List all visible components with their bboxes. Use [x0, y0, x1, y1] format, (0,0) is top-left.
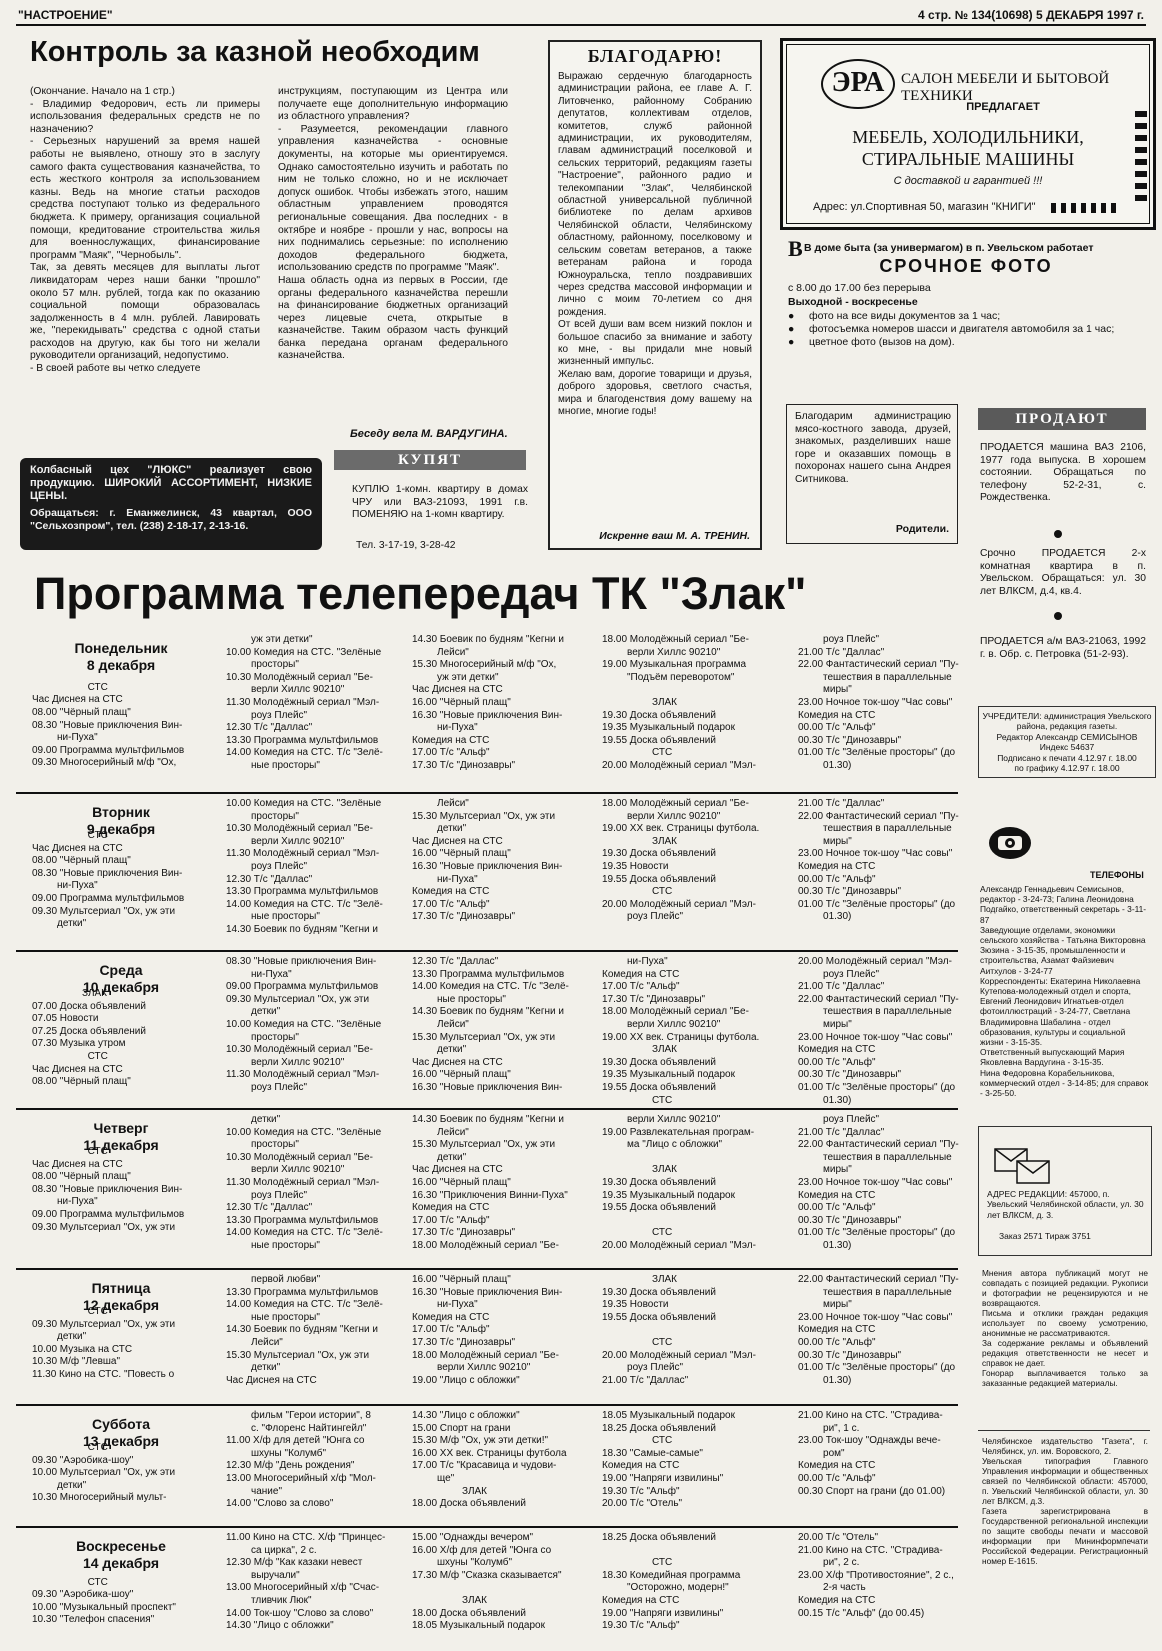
tv-day-date: 11 декабря: [83, 1137, 159, 1153]
buy-rubric: КУПЯТ: [334, 450, 526, 470]
tv-day-row: [16, 792, 958, 952]
era-offers: ПРЕДЛАГАЕТ: [966, 101, 1040, 113]
tv-day-row: [16, 950, 958, 1110]
tv-listing-column: СТС 09.30 Мультсериал "Ох, уж эти детки" 10.00 Музыка на СТС 10.30 М/ф "Левша" 11.30 Кино на СТС. "Повесть о: [32, 1306, 176, 1380]
bullet-dot: [1054, 530, 1062, 538]
imprint-phones-title: ТЕЛЕФОНЫ: [1090, 870, 1144, 880]
tv-title: Программа телепередач ТК "Злак": [34, 568, 807, 619]
tv-day-row: [16, 1268, 958, 1406]
thanks-signature: Искренне ваш М. А. ТРЕНИН.: [599, 530, 750, 542]
era-salon: САЛОН МЕБЕЛИ И БЫТОВОЙ ТЕХНИКИ: [901, 71, 1110, 104]
tv-listing-column: СТС 09.30 "Аэробика-шоу" 10.00 "Музыкальный проспект" 10.30 "Телефон спасения": [32, 1576, 176, 1626]
thanks-body: Выражаю сердечную благодарность администрации района, ее главе А. Г. Литовченко, районному Собранию депутатов, коллективам отделов, комитетов, служб районной администрации, их руководителям, главам администраций поселковой и сельских территорий, редакциям газеты "Настроение", районного радио и телекомпании "Злак", Челябинской областной универсальной публичной библиотеке по делам архивов Челябинской области, Челябинскому областному, районному, поселковому и сельским советам ветеранов, а также ветеранам района и города Южноуральска, тепло поздравивших через средства массовой информации и лично с моим 70-летием со дня рождения. От всей души вам всем низкий поклон и большое спасибо за внимание и заботу ко мне, - вы придали мне новый жизненный импульс. Желаю вам, дорогие товарищи и друзья, доброго здоровья, светлого счастья, мира и благоденствия дому вашему на многие, многие годы!: [558, 71, 752, 417]
era-delivery: С доставкой и гарантией !!!: [893, 175, 1043, 187]
tv-day-date: 8 декабря: [86, 657, 156, 673]
tv-listing-column: 21.00 Т/с "Даллас" 22.00 Фантастический сериал "Пу- тешествия в параллельные миры" 23.00 Ночное ток-шоу "Час совы" Комедия на СТС 00.00 Т/с "Альф" 00.30 Т/с "Динозавры" 01.00 Т/с "Зелёные просторы" (до 01.30): [798, 798, 959, 923]
tv-listing-column: 14.30 "Лицо с обложки" 15.00 Спорт на грани 15.30 М/ф "Ох, уж эти детки!" 16.00 XX век. Страницы футбола 17.00 Т/с "Красавица и чудови- ще" ЗЛАК 18.00 Доска объявлений: [412, 1410, 567, 1510]
sausage-contact: Обращаться: г. Еманжелинск, 43 квартал, ООО "Сельхозпром", тел. (238) 2-18-17, 2-13-16.: [30, 507, 312, 532]
section-name: "НАСТРОЕНИЕ": [18, 8, 113, 22]
era-goods-1: МЕБЕЛЬ, ХОЛОДИЛЬНИКИ,: [852, 127, 1084, 147]
imprint-address: АДРЕС РЕДАКЦИИ: 457000, п. Увельский Челябинской области, ул. 30 лет ВЛКСМ, д. 3.: [987, 1189, 1144, 1220]
sausage-ad: [20, 458, 322, 550]
tv-listing-column: 18.25 Доска объявлений СТС 18.30 Комедийная программа "Осторожно, модерн!" Комедия на СТС 19.00 "Напряги извилины" 19.30 Т/с "Альф": [602, 1532, 741, 1632]
photo-initial: В: [788, 236, 803, 261]
tv-listing-column: СТС 09.30 "Аэробика-шоу" 10.00 Мультсериал "Ох, уж эти детки" 10.30 Многосерийный мульт-: [32, 1442, 176, 1504]
checker-strip: [1051, 203, 1121, 213]
tv-day-row: [16, 630, 958, 792]
tv-listing-column: первой любви" 13.30 Программа мультфильмов 14.00 Комедия на СТС. Т/с "Зелё- ные просторы" 14.30 Боевик по будням "Кегни и Лейси" 15.30 Мультсериал "Ох, уж эти детки" Час Диснея на СТС: [226, 1274, 383, 1386]
tv-listing-column: СТС Час Диснея на СТС 08.00 "Чёрный плащ" 08.30 "Новые приключения Вин- ни-Пуха" 09.00 Программа мультфильмов 09.30 Мультсериал "Ох, уж эти: [32, 1146, 185, 1233]
envelope-icon: [993, 1147, 1053, 1187]
photo-items: [788, 310, 1138, 349]
tv-listing-column: СТС Час Диснея на СТС 08.00 "Чёрный плащ" 08.30 "Новые приключения Вин- ни-Пуха" 09.00 Программа мультфильмов 09.30 Многосерийный м/ф "Ох,: [32, 681, 185, 769]
tv-listing-column: 14.30 Боевик по будням "Кегни и Лейси" 15.30 Мультсериал "Ох, уж эти детки" Час Диснея на СТС 16.00 "Чёрный плащ" 16.30 "Приключения Винни-Пуха" Комедия на СТС 17.00 Т/с "Альф" 17.30 Т/с "Динозавры" 18.00 Молодёжный сериал "Бе-: [412, 1114, 568, 1251]
tv-listing-column: ЗЛАК 19.30 Доска объявлений 19.35 Новости 19.55 Доска объявлений СТС 20.00 Молодёжный сериал "Мэл- роуз Плейс" 21.00 Т/с "Даллас": [602, 1274, 756, 1386]
article-title: Контроль за казной необходим: [30, 36, 480, 68]
imprint-printing: Челябинское издательство "Газета", г. Челябинск, ул. им. Воровского, 2. Увельская типография Главного Управления информации и общественных связей по Челябинской области: 457000, п. Увельский Челябинской области, ул. 30 лет ВЛКСМ, д.3. Газета зарегистрирована в Государственной региональной инспекции по защите свободы печати и массовой информации при Мининформпечати Российской Федерации. Регистрационный номер Е-1615.: [982, 1436, 1148, 1566]
photo-ad: [782, 236, 1150, 384]
imprint-address-box: [978, 1126, 1152, 1256]
tv-listing-column: 22.00 Фантастический сериал "Пу- тешествия в параллельные миры" 23.00 Ночное ток-шоу "Час совы" Комедия на СТС 00.00 Т/с "Альф" 00.30 Т/с "Динозавры" 01.00 Т/с "Зелёные просторы" (до 01.30): [798, 1274, 959, 1386]
sell-item-3: ПРОДАЕТСЯ а/м ВАЗ-21063, 1992 г. в. Обр. с. Петровка (51-2-93).: [980, 636, 1146, 660]
tv-day-name: Четверг: [93, 1120, 149, 1136]
tv-day-name: Среда: [99, 962, 143, 978]
photo-hours: с 8.00 до 17.00 без перерыва: [788, 282, 931, 294]
bullet-dot: [1054, 612, 1062, 620]
tv-day-name: Суббота: [91, 1416, 151, 1432]
tv-listing-column: 20.00 Молодёжный сериал "Мэл- роуз Плейс" 21.00 Т/с "Даллас" 22.00 Фантастический сериал "Пу- тешествия в параллельные миры" 23.00 Ночное ток-шоу "Час совы" Комедия на СТС 00.00 Т/с "Альф" 00.30 Т/с "Динозавры" 01.00 Т/с "Зелёные просторы" (до 01.30): [798, 956, 959, 1106]
page-header: [16, 6, 1146, 26]
photo-item: ● фотосъемка номеров шасси и двигателя автомобиля за 1 час;: [788, 323, 1115, 335]
tv-listing-column: 20.00 Т/с "Отель" 21.00 Кино на СТС. "Страдива- ри", 2 с. 23.00 Х/ф "Противостояние", 2 с., 2-я часть Комедия на СТС 00.15 Т/с "Альф" (до 00.45): [798, 1532, 954, 1619]
era-ad: [780, 38, 1156, 230]
tv-day-date: 13 декабря: [82, 1433, 160, 1449]
imprint-notes: Мнения автора публикаций могут не совпадать с позицией редакции. Рукописи и фотографии не рецензируются и не возвращаются. Письма и отклики граждан редакция использует по своему усмотрению, анонимные не рассматриваются. За содержание рекламы и объявлений редакция ответственности не несет и справок не дает. Гонорар выплачивается только за заказанные редакцией материалы.: [982, 1268, 1148, 1388]
imprint-founders: УЧРЕДИТЕЛИ: администрация Увельского района, редакция газеты. Редактор Александр СЕМИСЫНОВ Индекс 54637 Подписано к печати 4.12.97 г. 18.00 по графику 4.12.97 г. 18.00: [982, 711, 1152, 774]
buy-text: КУПЛЮ 1-комн. квартиру в домах ЧРУ или ВАЗ-21093, 1991 г.в. ПОМЕНЯЮ на 1-комн квартиру.: [352, 484, 528, 521]
tv-listing-column: 08.30 "Новые приключения Вин- ни-Пуха" 09.00 Программа мультфильмов 09.30 Мультсериал "Ох, уж эти детки" 10.00 Комедия на СТС. "Зелёные просторы" 10.30 Молодёжный сериал "Бе- верли Хиллс 90210" 11.30 Молодёжный сериал "Мэл- роуз Плейс": [226, 956, 382, 1093]
tv-day-name: Понедельник: [74, 640, 168, 656]
tv-day-row: [16, 1404, 958, 1528]
tv-listing-column: роуз Плейс" 21.00 Т/с "Даллас" 22.00 Фантастический сериал "Пу- тешествия в параллельные миры" 23.00 Ночное ток-шоу "Час совы" Комедия на СТС 00.00 Т/с "Альф" 00.30 Т/с "Динозавры" 01.00 Т/с "Зелёные просторы" (до 01.30): [798, 1114, 959, 1251]
tv-day-date: 10 декабря: [82, 979, 160, 995]
tv-day-row: [16, 1108, 958, 1270]
tv-day-row: [16, 1526, 958, 1648]
condolence-box: [786, 404, 958, 544]
tv-listing-column: 18.05 Музыкальный подарок 18.25 Доска объявлений СТС 18.30 "Самые-самые" Комедия на СТС 19.00 "Напряги извилины" 19.30 Т/с "Альф" 20.00 Т/с "Отель": [602, 1410, 735, 1510]
article-byline: Беседу вела М. ВАРДУГИНА.: [350, 428, 508, 440]
tv-listing-column: СТС Час Диснея на СТС 08.00 "Чёрный плащ" 08.30 "Новые приключения Вин- ни-Пуха" 09.00 Программа мультфильмов 09.30 Мультсериал "Ох, уж эти детки": [32, 830, 185, 930]
imprint-phones: Александр Геннадьевич Семисынов, редактор - 3-24-73; Галина Леонидовна Подгайко, ответственный секретарь - 3-11-87 Заведующие отделами, экономики сельского хозяйства - Татьяна Викторовна Зюзина - 3-15-35, промышленности и строительства, Азамат Файзиевич Аитхулов - 3-24-77 Корреспонденты: Екатерина Николаевна Кутепова-молодежный отдел и спорта, Евгений Леонидович Игнатьев-отдел фотоиллюстраций - 3-24-77, Светлана Владимировна Шабалина - отдел образования, культуры и социальной жизни - 3-15-35. Ответственный выпускающий Мария Яковлевна Вардугина - 3-15-35. Нина Федоровна Корабельникова, коммерческий отдел - 3-14-85; для справок - 3-25-50.: [980, 884, 1149, 1099]
era-logo: ЭРА: [821, 59, 895, 109]
photo-item: ● фото на все виды документов за 1 час;: [788, 310, 1001, 322]
tv-listing-column: 11.00 Кино на СТС. Х/ф "Принцес- са цирка", 2 с. 12.30 М/ф "Как казаки невест выручали" 13.00 Многосерийный х/ф "Счас- тливчик Люк" 14.00 Ток-шоу "Слово за слово" 14.30 "Лицо с обложки": [226, 1532, 386, 1632]
sell-item-1: ПРОДАЕТСЯ машина ВАЗ 2106, 1977 года выпуска. В хорошем состоянии. Обращаться по телефону 52-2-31, с. Рождественка.: [980, 442, 1146, 504]
era-address: Адрес: ул.Спортивная 50, магазин "КНИГИ": [813, 201, 1036, 213]
issue-info: 4 стр. № 134(10698) 5 ДЕКАБРЯ 1997 г.: [918, 8, 1144, 22]
tv-listing-column: верли Хиллс 90210" 19.00 Развлекательная програм- ма "Лицо с обложки" ЗЛАК 19.30 Доска объявлений 19.35 Музыкальный подарок 19.55 Доска объявлений СТС 20.00 Молодёжный сериал "Мэл-: [602, 1114, 756, 1251]
era-goods-2: СТИРАЛЬНЫЕ МАШИНЫ: [861, 149, 1075, 169]
article-col-2: инструкциям, поступающим из Центра или получаете еще дополнительную информацию из областного управления? - Разумеется, рекомендации главного управления казначейства - основные документы, на которые мы ориентируемся. Однако самостоятельно изучить и работать по ним не только сложно, но и не исключает допуск ошибок. Чтобы избежать этого, нашим областным управлением проводятся региональные совещания. Два последних - в октябре и ноябре - прошли у нас, вопросы на них поднимались серьезные: по исполнению доходов федерального бюджета, использованию средств по программе "Маяк". Наша область одна из первых в России, где органы федерального казначейства перешли на финансирование бюджетных организаций через лицевые счета, открытые в казначействе. Таким образом часть функций банка передана органам федерального казначейства.: [278, 86, 508, 362]
tv-day-name: Вторник: [92, 804, 150, 820]
thanks-title: БЛАГОДАРЮ!: [587, 46, 723, 66]
tv-listing-column: фильм "Герои истории", 8 с. "Флоренс Найтингейл" 11.00 Х/ф для детей "Юнга со шхуны "Колумб" 12.30 М/ф "День рождения" 13.00 Многосерийный х/ф "Мол- чание" 14.00 "Слово за слово": [226, 1410, 376, 1510]
tv-day-date: 14 декабря: [82, 1555, 160, 1571]
photo-intro: В доме быта (за универмагом) в п. Увельском работает: [804, 242, 1094, 254]
tv-listing-column: Лейси" 15.30 Мультсериал "Ох, уж эти детки" Час Диснея на СТС 16.00 "Чёрный плащ" 16.30 "Новые приключения Вин- ни-Пуха" Комедия на СТС 17.00 Т/с "Альф" 17.30 Т/с "Динозавры": [412, 798, 563, 923]
tv-listing-column: ЗЛАК 07.00 Доска объявлений 07.05 Новости 07.25 Доска объявлений 07.30 Музыка утром СТС Час Диснея на СТС 08.00 "Чёрный плащ": [32, 988, 146, 1088]
tv-listing-column: уж эти детки" 10.00 Комедия на СТС. "Зелёные просторы" 10.30 Молодёжный сериал "Бе- верли Хиллс 90210" 11.30 Молодёжный сериал "Мэл- роуз Плейс" 12.30 Т/с "Даллас" 13.30 Программа мультфильмов 14.00 Комедия на СТС. Т/с "Зелё- ные просторы": [226, 634, 383, 771]
condolence-signature: Родители.: [895, 523, 949, 535]
sausage-text: Колбасный цех "ЛЮКС" реализует свою продукцию. ШИРОКИЙ АССОРТИМЕНТ, НИЗКИЕ ЦЕНЫ.: [30, 464, 312, 502]
photo-dayoff: Выходной - воскресенье: [788, 296, 918, 308]
tv-day-date: 9 декабря: [86, 821, 156, 837]
thanks-box: [548, 40, 762, 550]
imprint-founders-box: [978, 706, 1156, 778]
tv-listing-column: 18.00 Молодёжный сериал "Бе- верли Хиллс 90210" 19.00 Музыкальная программа "Подъём переворотом" ЗЛАК 19.30 Доска объявлений 19.35 Музыкальный подарок 19.55 Доска объявлений СТС 20.00 Молодёжный сериал "Мэл-: [602, 634, 756, 771]
buy-phones: Тел. 3-17-19, 3-28-42: [356, 540, 456, 551]
tv-listing-column: 14.30 Боевик по будням "Кегни и Лейси" 15.30 Многосерийный м/ф "Ох, уж эти детки" Час Диснея на СТС 16.00 "Чёрный плащ" 16.30 "Новые приключения Вин- ни-Пуха" Комедия на СТС 17.00 Т/с "Альф" 17.30 Т/с "Динозавры": [412, 634, 564, 771]
tv-listing-column: роуз Плейс" 21.00 Т/с "Даллас" 22.00 Фантастический сериал "Пу- тешествия в параллельные миры" 23.00 Ночное ток-шоу "Час совы" Комедия на СТС 00.00 Т/с "Альф" 00.30 Т/с "Динозавры" 01.00 Т/с "Зелёные просторы" (до 01.30): [798, 634, 959, 771]
tv-listing-column: 12.30 Т/с "Даллас" 13.30 Программа мультфильмов 14.00 Комедия на СТС. Т/с "Зелё- ные просторы" 14.30 Боевик по будням "Кегни и Лейси" 15.30 Мультсериал "Ох, уж эти детки" Час Диснея на СТС 16.00 "Чёрный плащ" 16.30 "Новые приключения Вин-: [412, 956, 569, 1093]
photo-title: СРОЧНОЕ ФОТО: [879, 256, 1053, 276]
photo-item: ● цветное фото (вызов на дом).: [788, 336, 955, 348]
tv-listing-column: детки" 10.00 Комедия на СТС. "Зелёные просторы" 10.30 Молодёжный сериал "Бе- верли Хиллс 90210" 11.30 Молодёжный сериал "Мэл- роуз Плейс" 12.30 Т/с "Даллас" 13.30 Программа мультфильмов 14.00 Комедия на СТС. Т/с "Зелё- ные просторы": [226, 1114, 383, 1251]
tv-day-name: Воскресенье: [76, 1538, 166, 1554]
sell-rubric: ПРОДАЮТ: [978, 408, 1146, 430]
sell-item-2: Срочно ПРОДАЕТСЯ 2-х комнатная квартира в п. Увельском. Обращаться: ул. 30 лет ВЛКСМ, д.4, кв.4.: [980, 548, 1146, 597]
tv-day-date: 12 декабря: [82, 1297, 160, 1313]
tv-listing-column: ни-Пуха" Комедия на СТС 17.00 Т/с "Альф" 17.30 Т/с "Динозавры" 18.00 Молодёжный сериал "Бе- верли Хиллс 90210" 19.00 XX век. Страницы футбола. ЗЛАК 19.30 Доска объявлений 19.35 Музыкальный подарок 19.55 Доска объявлений СТС: [602, 956, 760, 1106]
tv-listing-column: 21.00 Кино на СТС. "Страдива- ри", 1 с. 23.00 Ток-шоу "Однажды вече- ром" Комедия на СТС 00.00 Т/с "Альф" 00.30 Спорт на грани (до 01.00): [798, 1410, 946, 1497]
tv-listing-column: 15.00 "Однажды вечером" 16.00 Х/ф для детей "Юнга со шхуны "Колумб" 17.30 М/ф "Сказка сказывается" ЗЛАК 18.00 Доска объявлений 18.05 Музыкальный подарок: [412, 1532, 562, 1632]
tv-listing-column: 16.00 "Чёрный плащ" 16.30 "Новые приключения Вин- ни-Пуха" Комедия на СТС 17.00 Т/с "Альф" 17.30 Т/с "Динозавры" 18.00 Молодёжный сериал "Бе- верли Хиллс 90210" 19.00 "Лицо с обложки": [412, 1274, 563, 1386]
condolence-text: Благодарим администрацию мясо-костного завода, друзей, знакомых, разделивших наше горе и оказавших помощь в похоронах нашего сына Андрея Ситникова.: [795, 411, 951, 485]
phone-icon: [988, 826, 1032, 860]
article-col-1: (Окончание. Начало на 1 стр.) - Владимир Федорович, есть ли примеры использования федеральных средств не по назначению? - Серьезных нарушений за время нашей работы не выявлено, отношу это в заслугу самого факта существования казначейства, то есть жесткого контроля за использованием казны. Ведь на многие статьи расходов средства поступают только из федерального бюджета. К примеру, организация социальной помощи, кредитование строительства жилья для военнослужащих, финансирование программ "Маяк", "Чернобыль". Так, за девять месяцев для выплаты льгот ликвидаторам через наши банки "прошло" около 57 млн. рублей, тогда как по оказанию социальной помощи образовалась задолженность в 4 млн. рублей. Лавировать же, "перекидывать" средства с одной статьи расходов на другую, как бы того ни желали руководители организаций, недопустимо. - В своей работе вы четко следуете: [30, 86, 260, 375]
imprint-order: Заказ 2571 Тираж 3751: [999, 1231, 1091, 1241]
tv-day-name: Пятница: [91, 1280, 151, 1296]
checker-strip-side: [1135, 111, 1147, 201]
tv-listing-column: 10.00 Комедия на СТС. "Зелёные просторы" 10.30 Молодёжный сериал "Бе- верли Хиллс 90210" 11.30 Молодёжный сериал "Мэл- роуз Плейс" 12.30 Т/с "Даллас" 13.30 Программа мультфильмов 14.00 Комедия на СТС. Т/с "Зелё- ные просторы" 14.30 Боевик по будням "Кегни и: [226, 798, 383, 935]
divider: [978, 1430, 1150, 1431]
tv-listing-column: 18.00 Молодёжный сериал "Бе- верли Хиллс 90210" 19.00 XX век. Страницы футбола. ЗЛАК 19.30 Доска объявлений 19.35 Новости 19.55 Доска объявлений СТС 20.00 Молодёжный сериал "Мэл- роуз Плейс": [602, 798, 760, 923]
